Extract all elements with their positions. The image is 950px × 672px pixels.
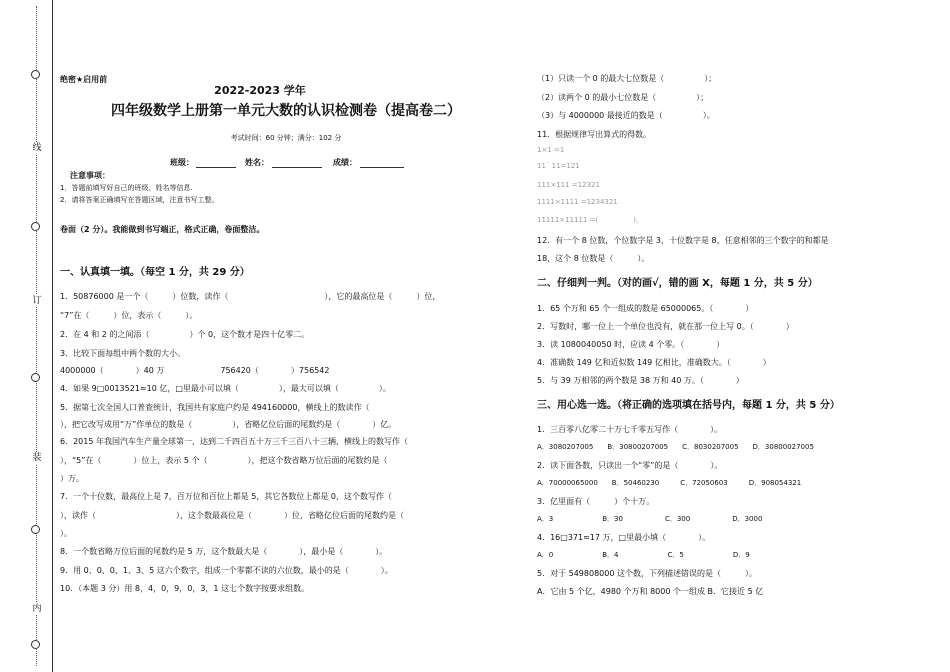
pattern-line: 1111×1111 =1234321 — [537, 198, 618, 206]
option-line: A．70000065000 B．50460230 C．72050603 D．908054321 — [537, 479, 802, 487]
binding-hole — [31, 222, 40, 231]
question-line: ），读作（ ），这个数最高位是（ ）位，省略亿位后面的尾数约是（ — [60, 511, 404, 520]
question-line: （2）读两个 0 的最小七位数是（ ）； — [537, 93, 709, 102]
question-line: 3．比较下面每组中两个数的大小。 — [60, 349, 186, 358]
pattern-line: 111×111 =12321 — [537, 181, 600, 189]
question-line: 2．写数时，哪一位上一个单位也没有，就在那一位上写 0。（ ） — [537, 322, 794, 331]
question-line: 3．读 1080040050 时，应读 4 个零。（ ） — [537, 340, 725, 349]
question-line: 3．亿里面有（ ）个十万。 — [537, 497, 655, 506]
question-line: ），“5”在（ ）位上，表示 5 个（ ），把这个数省略万位后面的尾数约是（ — [60, 456, 388, 465]
name-label: 姓名： — [245, 158, 269, 167]
question-line: ）万。 — [60, 474, 84, 483]
question-line: 8．一个数省略万位后面的尾数约是 5 万，这个数最大是（ ），最小是（ ）。 — [60, 547, 388, 556]
binding-char: 订 — [30, 295, 44, 307]
binding-hole — [31, 70, 40, 79]
question-line: 5．据第七次全国人口普查统计，我国共有家庭户约是 494160000，横线上的数读作（ — [60, 403, 370, 412]
question-line: （3）与 4000000 最接近的数是（ ）。 — [537, 111, 715, 120]
question-line: 12．有一个 8 位数，个位数字是 3，十位数字是 8，任意相邻的三个数字的和都是 — [537, 236, 829, 245]
section-1-title: 一、认真填一填。（每空 1 分，共 29 分） — [60, 267, 250, 278]
question-line: 5．与 39 万相邻的两个数是 38 万和 40 万。（ ） — [537, 376, 744, 385]
option-line: A．0 B．4 C．5 D．9 — [537, 551, 750, 559]
question-line: 9．用 0、0、0、1、3、5 这六个数字，组成一个零都不读的六位数，最小的是（ ）。 — [60, 566, 393, 575]
option-line: A．它由 5 个亿，4980 个万和 8000 个一组成 B．它接近 5 亿 — [537, 587, 764, 596]
page-title: 四年级数学上册第一单元大数的认识检测卷（提高卷二） — [111, 103, 461, 119]
class-blank[interactable] — [196, 167, 236, 168]
question-line: 4000000（ ）40 万 756420（ ）756542 — [60, 366, 330, 375]
section-2-title: 二、仔细判一判。（对的画√，错的画 X，每题 1 分，共 5 分） — [537, 278, 818, 289]
binding-rule — [52, 0, 53, 672]
question-line: 11．根据规律写出算式的得数。 — [537, 130, 652, 139]
question-line: 6．2015 年我国汽车生产量全球第一，达到二千四百五十万三千三百八十三辆，横线上的数写作（ — [60, 437, 408, 446]
question-line: （1）只读一个 0 的最大七位数是（ ）； — [537, 74, 717, 83]
option-line: A．3 B．30 C．300 D．3000 — [537, 515, 763, 523]
question-line: 5．对于 549808000 这个数，下列描述错误的是（ ）。 — [537, 569, 757, 578]
question-line: 1．三百零八亿零二十万七千零五写作（ ）。 — [537, 425, 723, 434]
question-line: “7”在（ ）位，表示（ ）。 — [60, 311, 198, 320]
note-item: 1．答题前填写好自己的班级、姓名等信息. — [60, 184, 193, 192]
question-line: 2．读下面各数，只读出一个“零”的是（ ）。 — [537, 461, 723, 470]
secret-label: 绝密★启用前 — [60, 75, 108, 84]
binding-hole — [31, 640, 40, 649]
question-line: ）。 — [60, 529, 72, 538]
pattern-line: 11¨ 11=121 — [537, 162, 580, 170]
question-line: 1．65 个万和 65 个一组成的数是 65000065。（ ） — [537, 304, 754, 313]
notes-heading: 注意事项： — [70, 171, 110, 180]
binding-margin — [0, 0, 52, 672]
neatness-note: 卷面（2 分）。我能做到书写端正，格式正确，卷面整洁。 — [60, 225, 265, 234]
section-3-title: 三、用心选一选。（将正确的选项填在括号内，每题 1 分，共 5 分） — [537, 400, 840, 411]
question-line: 7．一个十位数，最高位上是 7，百万位和百位上都是 5，其它各数位上都是 0，这个数写作（ — [60, 492, 392, 501]
note-item: 2．请将答案正确填写在答题区域，注意书写工整。 — [60, 196, 219, 204]
question-line: 4．如果 9□0013521≈10 亿，□里最小可以填（ ），最大可以填（ ）。 — [60, 384, 391, 393]
binding-char: 内 — [30, 603, 44, 615]
binding-dotted-line — [36, 6, 37, 666]
binding-hole — [31, 525, 40, 534]
question-line: 2．在 4 和 2 的之间添（ ）个 0，这个数才是四十亿零二。 — [60, 330, 310, 339]
class-label: 班级： — [170, 158, 194, 167]
exam-year: 2022-2023 学年 — [214, 84, 306, 97]
question-line: 4．16□371≈17 万，□里最小填（ ）。 — [537, 533, 711, 542]
question-line: 18，这个 8 位数是（ ）。 — [537, 254, 650, 263]
question-line: ），把它改写成用“万”作单位的数是（ ），省略亿位后面的尾数约是（ ）亿。 — [60, 420, 397, 429]
option-line: A．3080207005 B．30800207005 C．8030207005 D．30800027005 — [537, 443, 814, 451]
pattern-line: 1×1 =1 — [537, 146, 565, 154]
exam-info: 考试时间：60 分钟；满分：102 分 — [230, 134, 342, 142]
score-blank[interactable] — [360, 167, 404, 168]
binding-char: 装 — [30, 452, 44, 464]
binding-hole — [31, 373, 40, 382]
question-line: 10．（本题 3 分）用 8，4，0，9，0，3，1 这七个数字按要求组数。 — [60, 584, 310, 593]
question-line: 4．准确数 149 亿和近似数 149 亿相比，准确数大。（ ） — [537, 358, 771, 367]
question-line: 1．50876000 是一个（ ）位数，读作（ ），它的最高位是（ ）位， — [60, 292, 441, 301]
binding-char: 线 — [30, 142, 44, 154]
pattern-line: 11111×11111 =( )。 — [537, 216, 643, 224]
score-label: 成绩： — [333, 158, 357, 167]
name-blank[interactable] — [272, 167, 322, 168]
